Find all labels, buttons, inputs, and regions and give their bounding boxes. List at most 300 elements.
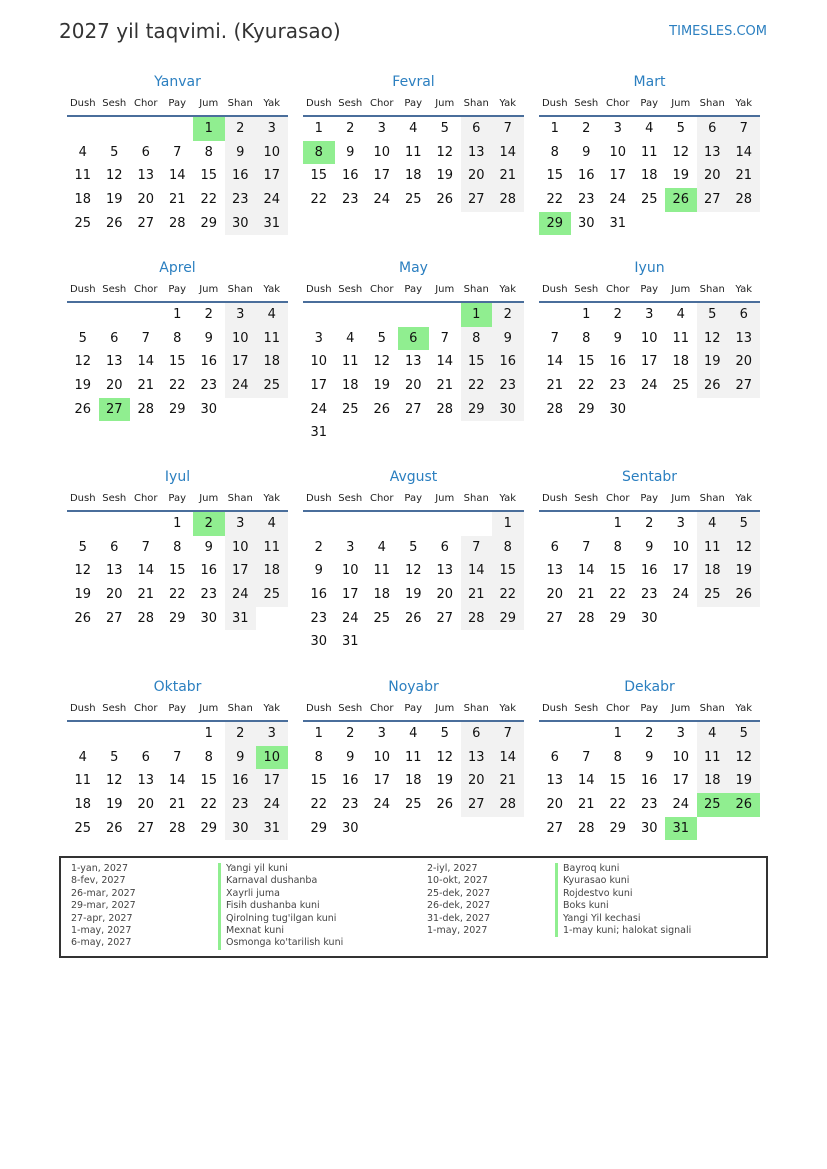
weekday-label: Yak — [499, 493, 517, 504]
day-cell: 5 — [728, 722, 760, 746]
empty-cell — [728, 212, 760, 236]
day-cell: 5 — [110, 749, 119, 765]
weekday-label: Dush — [69, 98, 96, 109]
empty-cell — [728, 817, 760, 841]
week-row — [303, 722, 524, 746]
day-cell: 9 — [204, 330, 213, 346]
day-cell: 11 — [697, 536, 729, 560]
week-row — [303, 421, 524, 445]
day-cell: 8 — [173, 539, 182, 555]
day-cell: 5 — [697, 303, 729, 327]
weekday-label: Shan — [227, 98, 253, 109]
week-row — [67, 769, 288, 793]
day-cell: 26 — [697, 374, 729, 398]
empty-cell — [398, 512, 430, 536]
day-cell: 27 — [697, 188, 729, 212]
weekday-label: Sesh — [574, 98, 599, 109]
weekday-label: Pay — [168, 703, 187, 714]
week-row — [67, 303, 288, 327]
day-cell: 6 — [550, 749, 559, 765]
day-cell: 23 — [640, 587, 658, 603]
weekday-label: Shan — [227, 493, 253, 504]
day-cell: 28 — [137, 610, 155, 626]
month-name: Fevral — [392, 74, 435, 90]
week-row — [539, 327, 760, 351]
day-cell: 27 — [436, 610, 454, 626]
day-cell: 2 — [225, 722, 257, 746]
legend-holiday-name: Mexnat kuni — [218, 925, 343, 937]
day-cell: 9 — [613, 330, 622, 346]
empty-cell — [665, 212, 697, 236]
day-cell: 2 — [225, 117, 257, 141]
weekday-label: Pay — [404, 98, 423, 109]
weekday-header — [67, 697, 288, 722]
legend-names-right — [555, 863, 691, 937]
day-cell: 28 — [168, 820, 186, 836]
day-cell: 20 — [404, 378, 422, 394]
legend-date: 2-iyl, 2027 — [427, 863, 478, 874]
day-cell: 27 — [461, 188, 493, 212]
day-cell: 6 — [728, 303, 760, 327]
day-cell: 19 — [697, 350, 729, 374]
weekday-label: Dush — [541, 493, 568, 504]
day-cell: 10 — [672, 749, 690, 765]
day-cell: 21 — [728, 164, 760, 188]
empty-cell — [335, 421, 367, 445]
empty-cell — [634, 212, 666, 236]
week-row — [539, 722, 760, 746]
day-cell: 18 — [697, 559, 729, 583]
legend-names-left — [218, 863, 343, 950]
day-cell: 27 — [546, 820, 564, 836]
day-cell: 20 — [461, 769, 493, 793]
day-cell: 26 — [105, 215, 123, 231]
day-cell: 19 — [105, 797, 123, 813]
day-cell: 1 — [582, 307, 591, 322]
day-cell: 21 — [137, 378, 155, 394]
day-cell: 10 — [225, 327, 257, 351]
weekday-header — [67, 487, 288, 512]
month-block — [303, 258, 524, 445]
weekday-label: Dush — [305, 98, 332, 109]
week-row — [67, 512, 288, 536]
day-cell: 24 — [373, 192, 391, 208]
day-cell: 4 — [409, 726, 418, 741]
day-cell: 19 — [436, 168, 454, 184]
weekday-label: Jum — [435, 98, 455, 109]
legend-date: 6-may, 2027 — [71, 937, 132, 949]
day-cell: 1 — [461, 303, 493, 327]
day-cell: 17 — [672, 563, 690, 579]
day-cell: 26 — [404, 610, 422, 626]
legend-dates-left — [71, 863, 136, 950]
weekday-label: Pay — [640, 98, 659, 109]
weekday-label: Chor — [369, 284, 394, 295]
day-cell: 22 — [310, 797, 328, 813]
day-cell: 16 — [200, 563, 218, 579]
day-cell: 3 — [225, 512, 257, 536]
day-cell: 19 — [74, 587, 92, 603]
weekday-label: Dush — [69, 284, 96, 295]
day-cell: 15 — [200, 168, 218, 184]
day-cell: 26 — [373, 401, 391, 417]
week-row — [303, 746, 524, 770]
weekday-header — [303, 487, 524, 512]
day-cell: 6 — [141, 144, 150, 160]
week-row — [303, 793, 524, 817]
day-cell: 13 — [546, 773, 564, 789]
week-row — [303, 769, 524, 793]
day-cell: 11 — [640, 144, 658, 160]
weekday-label: Jum — [671, 703, 691, 714]
empty-cell — [366, 421, 398, 445]
week-row — [539, 536, 760, 560]
site-link[interactable]: TIMESLES.COM — [669, 24, 767, 39]
empty-cell — [130, 303, 162, 327]
month-name: Yanvar — [154, 74, 201, 90]
day-cell: 17 — [225, 559, 257, 583]
empty-cell — [429, 630, 461, 654]
page-title: 2027 yil taqvimi. (Kyurasao) — [59, 19, 341, 43]
weekday-label: Chor — [605, 284, 630, 295]
day-cell: 19 — [404, 587, 422, 603]
day-cell: 11 — [74, 773, 92, 789]
day-cell: 25 — [404, 797, 422, 813]
day-cell: 27 — [99, 398, 131, 422]
day-cell: 23 — [200, 378, 218, 394]
day-cell: 30 — [341, 820, 359, 836]
week-row — [67, 536, 288, 560]
week-row — [67, 793, 288, 817]
day-cell: 10 — [373, 144, 391, 160]
day-cell: 4 — [346, 330, 355, 346]
weekday-label: Chor — [605, 98, 630, 109]
empty-cell — [67, 117, 99, 141]
day-cell: 28 — [546, 401, 564, 417]
day-cell: 27 — [137, 215, 155, 231]
weekday-label: Sesh — [574, 284, 599, 295]
week-row — [539, 583, 760, 607]
day-cell: 9 — [204, 539, 213, 555]
day-cell: 21 — [577, 797, 595, 813]
day-cell: 1 — [613, 726, 622, 741]
day-cell: 14 — [168, 773, 186, 789]
day-cell: 9 — [225, 141, 257, 165]
day-cell: 11 — [256, 536, 288, 560]
day-cell: 7 — [582, 749, 591, 765]
legend-holiday-name: Kyurasao kuni — [555, 875, 691, 887]
legend-holiday-name: Osmonga ko'tarilish kuni — [218, 937, 343, 949]
week-row — [303, 630, 524, 654]
weekday-label: Sesh — [574, 493, 599, 504]
day-cell: 7 — [728, 117, 760, 141]
weekday-label: Shan — [227, 703, 253, 714]
empty-cell — [67, 303, 99, 327]
day-cell: 28 — [577, 610, 595, 626]
day-cell: 12 — [728, 536, 760, 560]
month-block — [539, 258, 760, 421]
month-name: Iyul — [164, 469, 191, 485]
week-row — [303, 374, 524, 398]
weekday-label: Jum — [671, 493, 691, 504]
day-cell: 5 — [409, 539, 418, 555]
day-cell: 13 — [137, 168, 155, 184]
day-cell: 4 — [377, 539, 386, 555]
weekday-label: Yak — [735, 493, 753, 504]
empty-cell — [398, 817, 430, 841]
week-row — [67, 559, 288, 583]
weekday-label: Shan — [463, 703, 489, 714]
empty-cell — [539, 303, 571, 327]
week-row — [67, 607, 288, 631]
day-cell: 7 — [141, 330, 150, 346]
week-row — [539, 164, 760, 188]
month-name: Aprel — [159, 260, 196, 276]
weekday-header — [303, 697, 524, 722]
day-cell: 17 — [310, 378, 328, 394]
day-cell: 15 — [461, 350, 493, 374]
day-cell: 9 — [314, 563, 323, 579]
day-cell: 31 — [665, 817, 697, 841]
empty-cell — [67, 722, 99, 746]
legend-holiday-name: Rojdestvo kuni — [555, 888, 691, 900]
day-cell: 14 — [137, 563, 155, 579]
day-cell: 20 — [697, 164, 729, 188]
day-cell: 16 — [225, 164, 257, 188]
weekday-label: Pay — [404, 284, 423, 295]
weekday-label: Pay — [168, 284, 187, 295]
day-cell: 2 — [193, 512, 225, 536]
day-cell: 25 — [697, 793, 729, 817]
day-cell: 13 — [105, 354, 123, 370]
legend-holiday-name: 1-may kuni; halokat signali — [555, 925, 691, 937]
day-cell: 28 — [168, 215, 186, 231]
weekday-header — [303, 278, 524, 303]
day-cell: 21 — [492, 164, 524, 188]
day-cell: 25 — [341, 401, 359, 417]
weekday-label: Pay — [640, 493, 659, 504]
weekday-label: Jum — [199, 703, 219, 714]
empty-cell — [492, 421, 524, 445]
weekday-label: Jum — [199, 284, 219, 295]
day-cell: 19 — [672, 168, 690, 184]
day-cell: 28 — [577, 820, 595, 836]
day-cell: 14 — [436, 354, 454, 370]
week-row — [303, 327, 524, 351]
day-cell: 22 — [461, 374, 493, 398]
day-cell: 29 — [200, 215, 218, 231]
day-cell: 25 — [256, 583, 288, 607]
empty-cell — [492, 817, 524, 841]
empty-cell — [429, 817, 461, 841]
weekday-label: Shan — [699, 98, 725, 109]
month-block — [539, 467, 760, 630]
day-cell: 22 — [200, 797, 218, 813]
day-cell: 17 — [225, 350, 257, 374]
month-name: Iyun — [634, 260, 665, 276]
day-cell: 28 — [137, 401, 155, 417]
day-cell: 6 — [110, 539, 119, 555]
weekday-label: Chor — [605, 703, 630, 714]
week-row — [67, 188, 288, 212]
day-cell: 12 — [74, 354, 92, 370]
legend-holiday-name: Fisih dushanba kuni — [218, 900, 343, 912]
weekday-label: Pay — [168, 493, 187, 504]
month-block — [539, 72, 760, 235]
legend-date: 27-apr, 2027 — [71, 912, 133, 924]
day-cell: 22 — [310, 192, 328, 208]
day-cell: 23 — [492, 374, 524, 398]
empty-cell — [225, 398, 257, 422]
week-row — [67, 164, 288, 188]
day-cell: 19 — [436, 773, 454, 789]
day-cell: 26 — [105, 820, 123, 836]
day-cell: 1 — [314, 121, 323, 136]
day-cell: 4 — [697, 512, 729, 536]
day-cell: 23 — [225, 188, 257, 212]
day-cell: 17 — [256, 164, 288, 188]
day-cell: 7 — [492, 722, 524, 746]
week-row — [67, 141, 288, 165]
empty-cell — [461, 512, 493, 536]
day-cell: 30 — [200, 401, 218, 417]
day-cell: 8 — [303, 141, 335, 165]
day-cell: 8 — [613, 539, 622, 555]
day-cell: 9 — [582, 144, 591, 160]
day-cell: 6 — [110, 330, 119, 346]
legend-holiday-name: Yangi yil kuni — [218, 863, 343, 875]
day-cell: 26 — [436, 192, 454, 208]
week-row — [539, 374, 760, 398]
legend-date: 29-mar, 2027 — [71, 900, 136, 912]
day-cell: 13 — [404, 354, 422, 370]
weekday-label: Dush — [69, 493, 96, 504]
week-row — [67, 374, 288, 398]
weekday-label: Chor — [605, 493, 630, 504]
month-block — [539, 677, 760, 840]
legend-date: 1-may, 2027 — [71, 924, 132, 936]
day-cell: 21 — [168, 192, 186, 208]
day-cell: 14 — [577, 773, 595, 789]
weekday-label: Yak — [499, 703, 517, 714]
empty-cell — [335, 512, 367, 536]
day-cell: 29 — [168, 401, 186, 417]
day-cell: 5 — [78, 330, 87, 346]
day-cell: 16 — [577, 168, 595, 184]
day-cell: 3 — [613, 121, 622, 136]
legend-date: 8-fev, 2027 — [71, 875, 126, 887]
empty-cell — [366, 512, 398, 536]
day-cell: 14 — [492, 141, 524, 165]
day-cell: 7 — [173, 144, 182, 160]
legend-date: 26-mar, 2027 — [71, 887, 136, 899]
empty-cell — [99, 512, 131, 536]
weekday-label: Yak — [263, 493, 281, 504]
day-cell: 6 — [398, 327, 430, 351]
day-cell: 1 — [173, 307, 182, 322]
empty-cell — [398, 421, 430, 445]
day-cell: 29 — [539, 212, 571, 236]
legend-holiday-name: Xayrli juma — [218, 888, 343, 900]
day-cell: 30 — [225, 817, 257, 841]
weekday-label: Jum — [435, 703, 455, 714]
week-row — [303, 536, 524, 560]
day-cell: 25 — [404, 192, 422, 208]
day-cell: 18 — [74, 797, 92, 813]
week-row — [539, 141, 760, 165]
day-cell: 17 — [256, 769, 288, 793]
day-cell: 19 — [105, 192, 123, 208]
week-row — [539, 793, 760, 817]
day-cell: 25 — [672, 378, 690, 394]
day-cell: 30 — [609, 401, 627, 417]
empty-cell — [429, 512, 461, 536]
day-cell: 13 — [697, 141, 729, 165]
legend-holiday-name: Boks kuni — [555, 900, 691, 912]
day-cell: 4 — [78, 749, 87, 765]
day-cell: 12 — [436, 749, 454, 765]
day-cell: 5 — [78, 539, 87, 555]
legend-date: 26-dek, 2027 — [427, 900, 491, 912]
day-cell: 7 — [492, 117, 524, 141]
day-cell: 18 — [74, 192, 92, 208]
empty-cell — [697, 212, 729, 236]
weekday-label: Chor — [133, 703, 158, 714]
weekday-header — [539, 92, 760, 117]
day-cell: 6 — [440, 539, 449, 555]
day-cell: 19 — [728, 769, 760, 793]
day-cell: 31 — [225, 607, 257, 631]
day-cell: 10 — [640, 330, 658, 346]
empty-cell — [571, 512, 603, 536]
weekday-label: Jum — [435, 284, 455, 295]
day-cell: 2 — [645, 516, 654, 531]
empty-cell — [665, 607, 697, 631]
day-cell: 9 — [645, 749, 654, 765]
day-cell: 11 — [697, 746, 729, 770]
weekday-label: Shan — [463, 284, 489, 295]
day-cell: 5 — [440, 726, 449, 741]
day-cell: 3 — [377, 726, 386, 741]
day-cell: 26 — [74, 401, 92, 417]
weekday-label: Jum — [671, 284, 691, 295]
day-cell: 19 — [728, 559, 760, 583]
day-cell: 22 — [492, 583, 524, 607]
weekday-label: Shan — [227, 284, 253, 295]
empty-cell — [130, 117, 162, 141]
day-cell: 12 — [436, 144, 454, 160]
day-cell: 13 — [436, 563, 454, 579]
day-cell: 20 — [105, 378, 123, 394]
weekday-label: Pay — [404, 493, 423, 504]
day-cell: 3 — [256, 722, 288, 746]
day-cell: 30 — [640, 610, 658, 626]
weekday-label: Shan — [699, 703, 725, 714]
weekday-label: Dush — [305, 284, 332, 295]
day-cell: 18 — [341, 378, 359, 394]
day-cell: 2 — [613, 307, 622, 322]
empty-cell — [492, 630, 524, 654]
day-cell: 3 — [377, 121, 386, 136]
day-cell: 26 — [436, 797, 454, 813]
day-cell: 8 — [204, 749, 213, 765]
weekday-label: Jum — [199, 98, 219, 109]
day-cell: 21 — [137, 587, 155, 603]
day-cell: 13 — [728, 327, 760, 351]
day-cell: 12 — [404, 563, 422, 579]
day-cell: 4 — [697, 722, 729, 746]
day-cell: 24 — [672, 587, 690, 603]
